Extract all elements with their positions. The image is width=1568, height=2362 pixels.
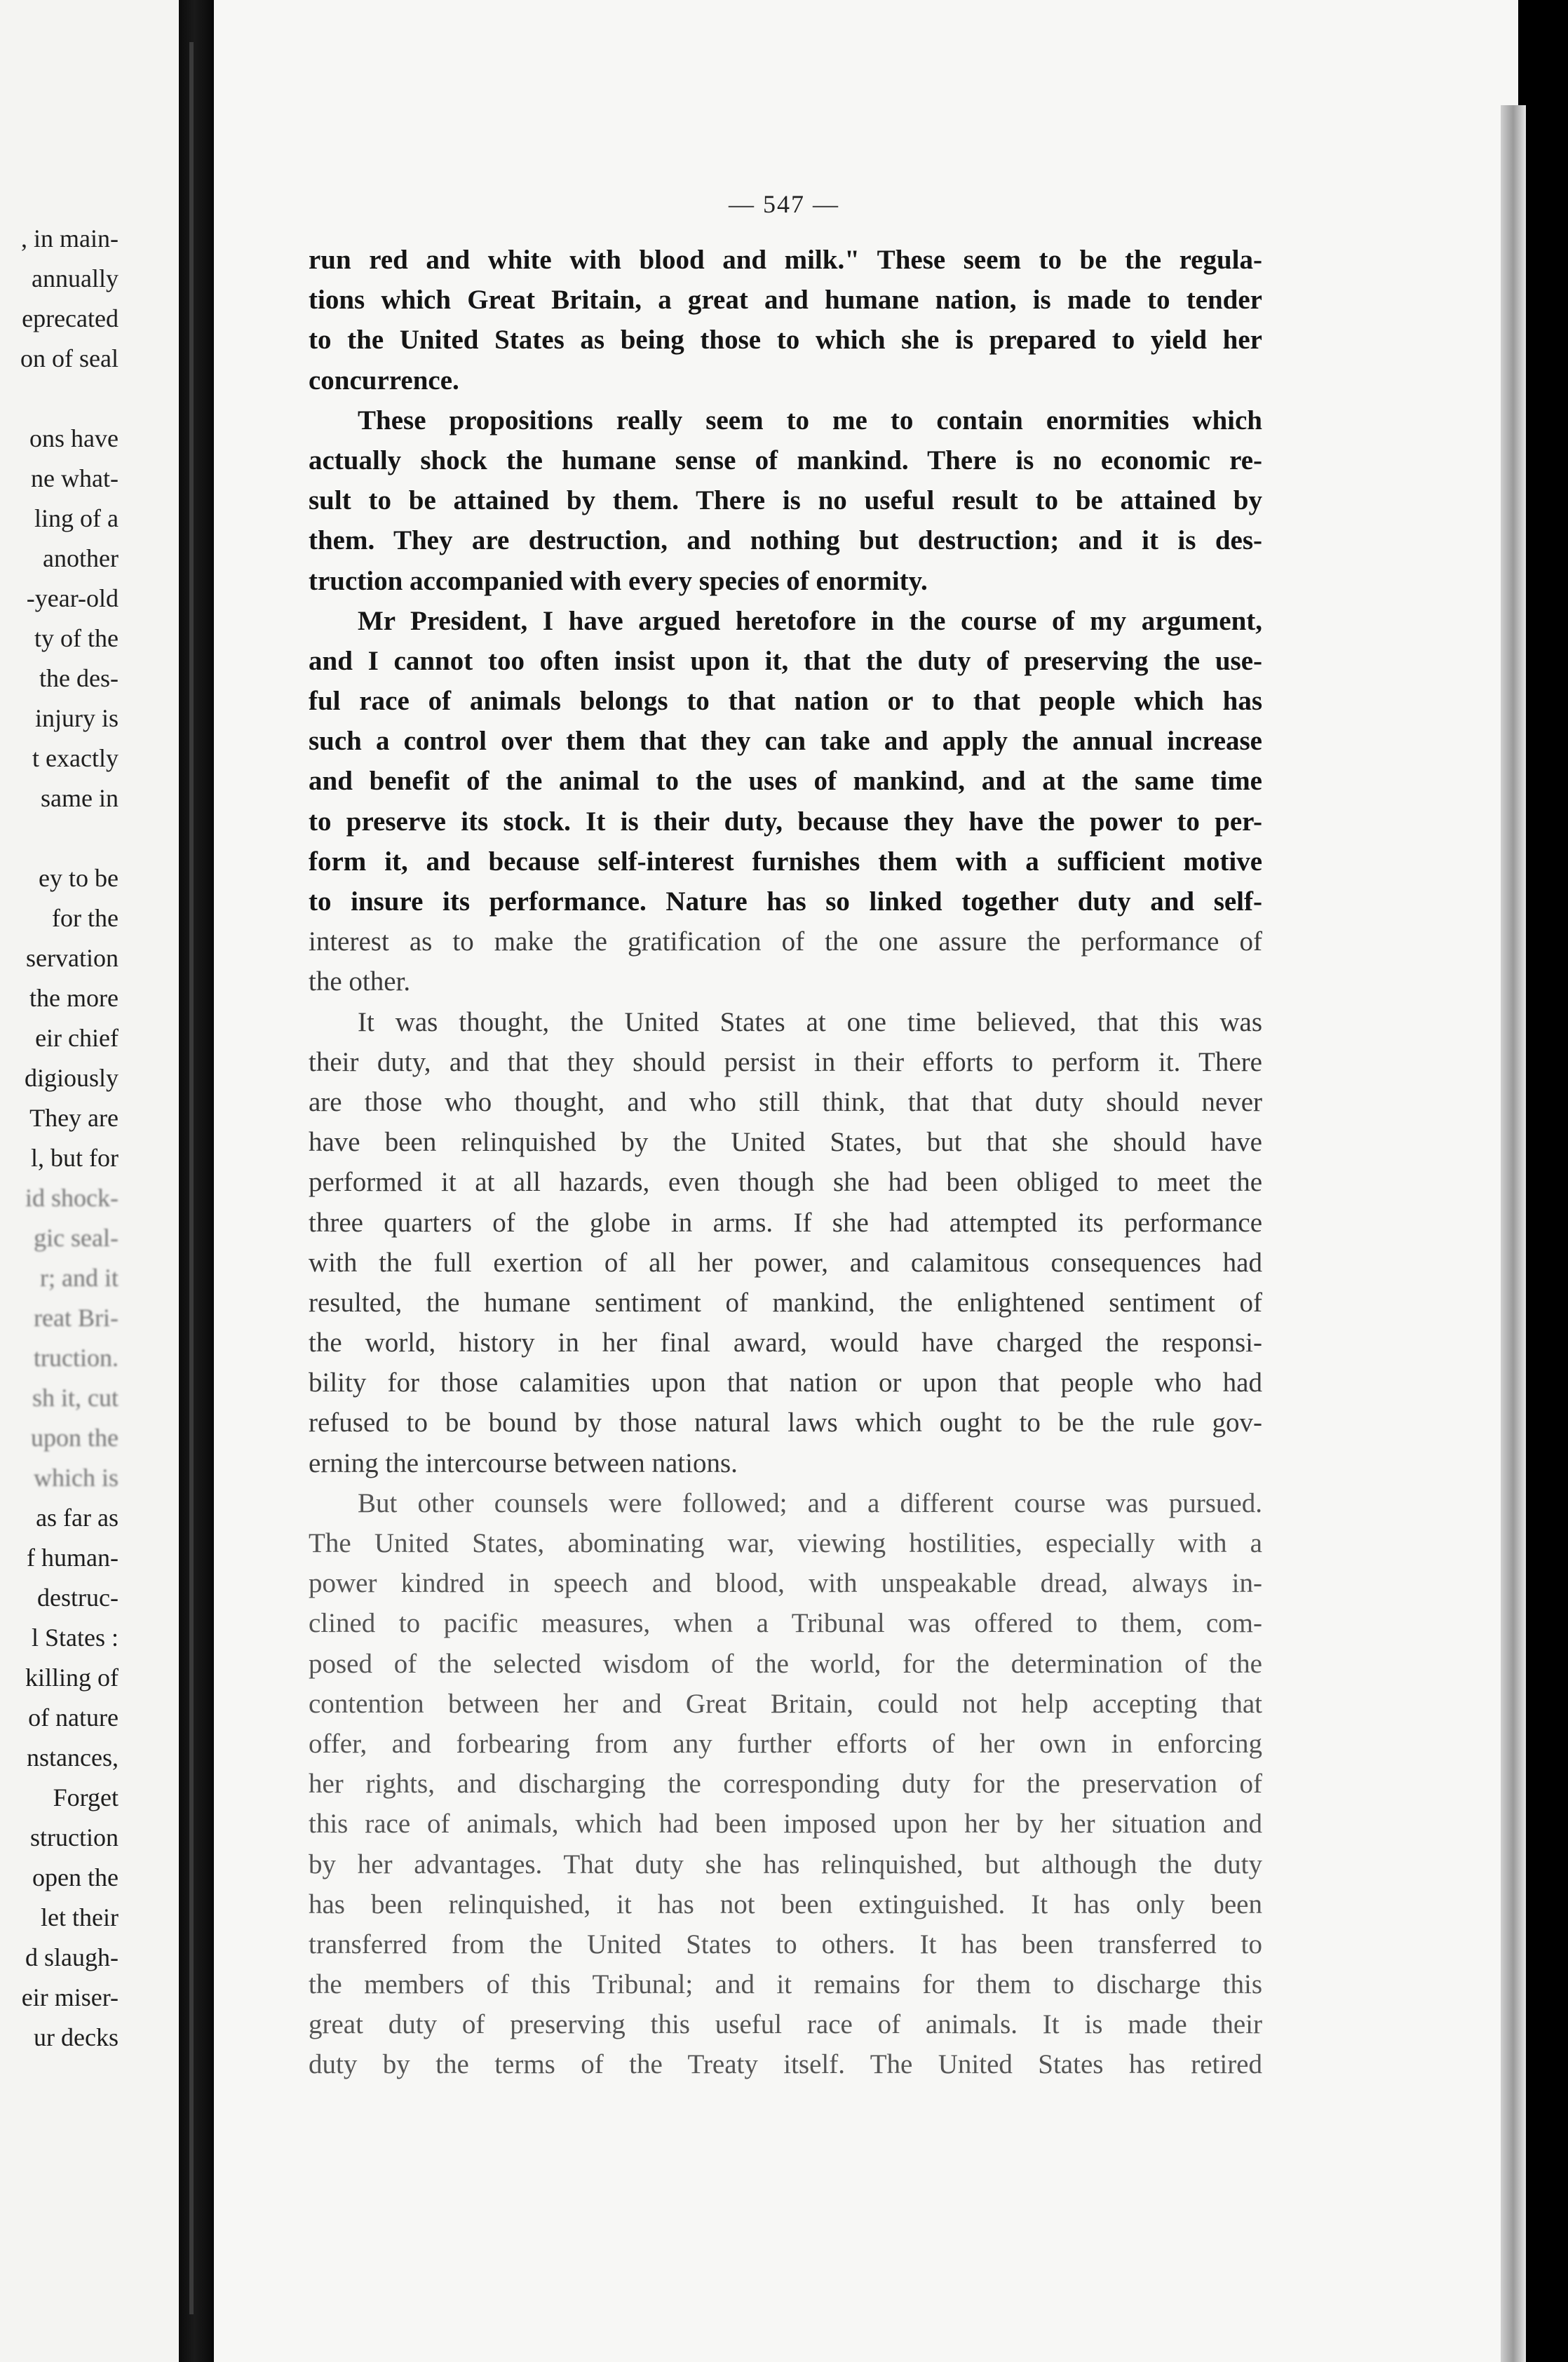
text-line: offer, and forbearing from any further efforts of her own in enforcing <box>309 1728 1262 1759</box>
previous-page-line: eir chief <box>35 1024 119 1052</box>
text-line: contention between her and Great Britain, could not help accepting that <box>309 1688 1262 1719</box>
text-line: resulted, the humane sentiment of mankind, the enlightened sentiment of <box>309 1287 1262 1318</box>
text-line: transferred from the United States to others. It has been transferred to <box>309 1929 1262 1959</box>
book-gutter <box>179 0 217 2362</box>
previous-page-line: for the <box>52 904 119 932</box>
previous-page-line: injury is <box>34 704 119 732</box>
text-line: posed of the selected wisdom of the world, for the determination of the <box>309 1648 1262 1679</box>
text-line: Mr President, I have argued heretofore in the course of my argument, <box>358 605 1262 636</box>
previous-page-line: ons have <box>29 424 119 452</box>
previous-page-line: truction. <box>34 1344 119 1372</box>
text-line: The United States, abominating war, viewing hostilities, especially with a <box>309 1528 1262 1558</box>
previous-page-line: , in main- <box>21 224 119 252</box>
text-line: concurrence. <box>309 365 459 396</box>
text-line: tions which Great Britain, a great and humane nation, is made to tender <box>309 285 1262 316</box>
body-text <box>309 240 1262 2085</box>
text-line: by her advantages. That duty she has relinquished, but although the duty <box>309 1849 1262 1880</box>
previous-page-line: gic seal- <box>34 1224 119 1252</box>
text-line: But other counsels were followed; and a different course was pursued. <box>358 1487 1262 1518</box>
text-line: run red and white with blood and milk." These seem to be the regula- <box>309 245 1262 275</box>
previous-page-line: struction <box>30 1823 119 1851</box>
previous-page-line: open the <box>32 1863 119 1891</box>
previous-page-line: t exactly <box>32 744 119 772</box>
text-line: to the United States as being those to which she is prepared to yield her <box>309 325 1262 356</box>
previous-page-line: destruc- <box>37 1584 119 1612</box>
text-line: and I cannot too often insist upon it, that the duty of preserving the use- <box>309 645 1262 676</box>
previous-page-line: another <box>43 544 119 572</box>
previous-page-line: servation <box>26 944 119 972</box>
text-line: the members of this Tribunal; and it remains for them to discharge this <box>309 1969 1262 2000</box>
previous-page-line: the more <box>29 984 119 1012</box>
previous-page-line: eir miser- <box>21 1983 119 2011</box>
previous-page-line: the des- <box>39 664 119 692</box>
text-line: has been relinquished, it has not been extinguished. It has only been <box>309 1889 1262 1919</box>
previous-page-line: They are <box>29 1104 119 1132</box>
text-line: to preserve its stock. It is their duty, because they have the power to per- <box>309 806 1262 837</box>
previous-page-line: Forget <box>53 1783 119 1811</box>
text-line: and benefit of the animal to the uses of mankind, and at the same time <box>309 766 1262 797</box>
text-line: this race of animals, which had been imposed upon her by her situation and <box>309 1809 1262 1840</box>
text-line: interest as to make the gratification of the one assure the performance of <box>309 926 1262 957</box>
previous-page-line: f human- <box>27 1544 119 1572</box>
previous-page-line: killing of <box>25 1663 119 1692</box>
previous-page-line: same in <box>41 784 119 812</box>
text-line: with the full exertion of all her power, and calamitous consequences had <box>309 1247 1262 1278</box>
text-line: refused to be bound by those natural laws which ought to be the rule gov- <box>309 1408 1262 1438</box>
text-line: erning the intercourse between nations. <box>309 1447 738 1478</box>
previous-page-text <box>20 219 119 2058</box>
text-line: are those who thought, and who still think, that that duty should never <box>309 1086 1262 1117</box>
text-line: three quarters of the globe in arms. If she had attempted its performance <box>309 1207 1262 1238</box>
previous-page-line: ne what- <box>31 464 119 492</box>
text-line: bility for those calamities upon that nation or upon that people who had <box>309 1368 1262 1398</box>
previous-page-line: as far as <box>36 1504 119 1532</box>
text-line: have been relinquished by the United States, but that she should have <box>309 1127 1262 1158</box>
page-number: — 547 — <box>729 190 839 218</box>
text-line: performed it at all hazards, even though she had been obliged to meet the <box>309 1167 1262 1198</box>
previous-page-line: digiously <box>24 1064 119 1092</box>
previous-page-line: ur decks <box>34 2023 119 2051</box>
text-line: actually shock the humane sense of mankind. There is no economic re- <box>309 445 1262 475</box>
text-line: their duty, and that they should persist in their efforts to perform it. There <box>309 1046 1262 1077</box>
text-line: duty by the terms of the Treaty itself. The United States has retired <box>309 2049 1262 2080</box>
previous-page-line: d slaugh- <box>25 1943 119 1971</box>
previous-page-line: r; and it <box>40 1264 119 1292</box>
previous-page-line: l, but for <box>31 1144 119 1172</box>
previous-page-line: of nature <box>28 1703 119 1732</box>
text-line: clined to pacific measures, when a Tribunal was offered to them, com- <box>309 1608 1262 1639</box>
previous-page-line <box>20 379 119 419</box>
previous-page-line: ty of the <box>34 624 119 652</box>
previous-page-line: on of seal <box>20 344 119 372</box>
previous-page-line: -year-old <box>26 584 119 612</box>
text-line: great duty of preserving this useful race of animals. It is made their <box>309 2009 1262 2040</box>
text-line: power kindred in speech and blood, with unspeakable dread, always in- <box>309 1568 1262 1599</box>
previous-page-line: l States : <box>32 1624 119 1652</box>
text-line: It was thought, the United States at one time believed, that this was <box>358 1006 1262 1037</box>
previous-page-line: sh it, cut <box>32 1384 119 1412</box>
previous-page-fragment <box>0 0 179 2362</box>
text-line: to insure its performance. Nature has so linked together duty and self- <box>309 886 1262 917</box>
text-line: These propositions really seem to me to contain enormities which <box>358 405 1262 436</box>
previous-page-line: annually <box>32 264 119 292</box>
text-line: her rights, and discharging the corresponding duty for the preservation of <box>309 1769 1262 1800</box>
previous-page-line: reat Bri- <box>34 1304 119 1332</box>
previous-page-line: let their <box>41 1903 119 1931</box>
gutter-shadow <box>189 42 194 2314</box>
scan-background <box>1526 0 1568 2362</box>
text-line: such a control over them that they can take and apply the annual increase <box>309 726 1262 757</box>
page-edge <box>1501 105 1526 2362</box>
previous-page-line: upon the <box>31 1424 119 1452</box>
previous-page-line: nstances, <box>27 1743 119 1771</box>
text-line: the other. <box>309 966 411 997</box>
previous-page-line <box>20 818 119 858</box>
previous-page-line: ling of a <box>34 504 119 532</box>
text-line: form it, and because self-interest furnishes them with a sufficient motive <box>309 846 1262 877</box>
previous-page-line: id shock- <box>25 1184 119 1212</box>
previous-page-line: which is <box>34 1464 119 1492</box>
text-line: them. They are destruction, and nothing but destruction; and it is des- <box>309 525 1262 556</box>
previous-page-line: ey to be <box>39 864 119 892</box>
previous-page-line: eprecated <box>22 304 119 332</box>
text-line: ful race of animals belongs to that nation or to that people which has <box>309 686 1262 717</box>
text-line: sult to be attained by them. There is no useful result to be attained by <box>309 485 1262 516</box>
text-line: the world, history in her final award, would have charged the responsi- <box>309 1328 1262 1358</box>
text-line: truction accompanied with every species of enormity. <box>309 565 928 596</box>
